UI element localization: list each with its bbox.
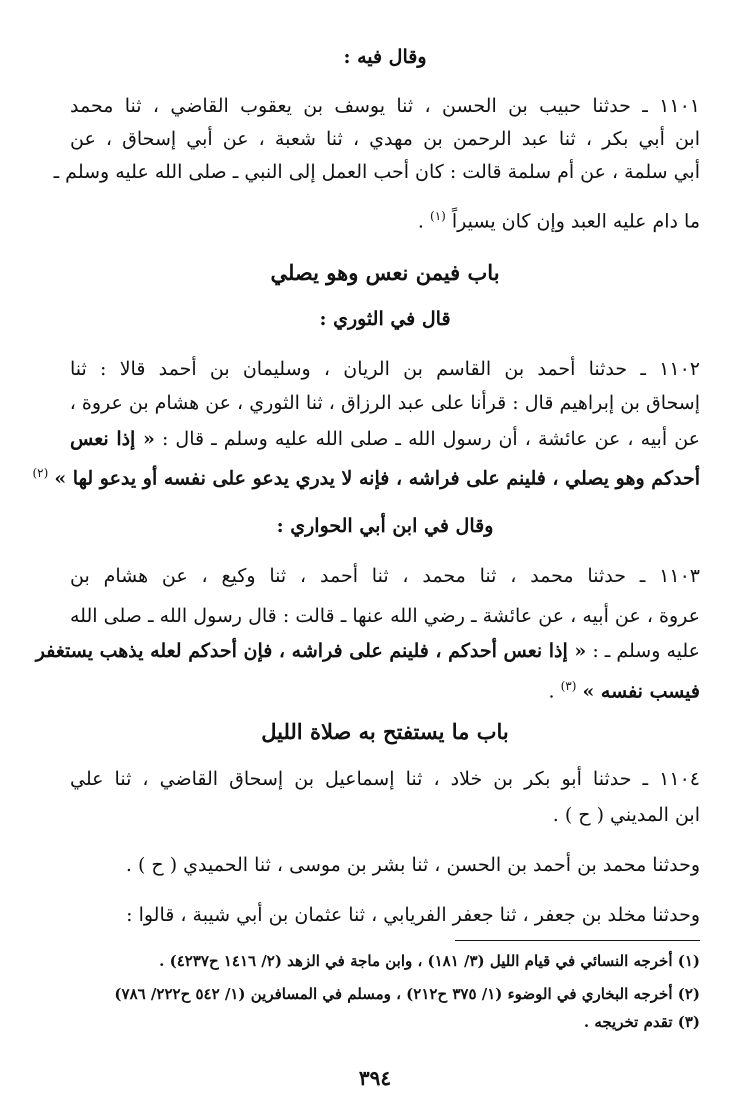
footnote-2: (٢) أخرجه البخاري في الوضوء (١/ ٣٧٥ ح٢١٢) ، ومسلم في المسافرين (١/ ٥٤٢ ح٢٢٢/ ٧٨٦)	[114, 985, 700, 1003]
footnote-ref-3: (٣)	[560, 679, 577, 693]
hadith-1101-line-1: ١١٠١ ـ حدثنا حبيب بن الحسن ، ثنا يوسف بن يعقوب القاضي ، ثنا محمد	[70, 95, 700, 117]
hadith-1103-line-4	[70, 673, 700, 704]
hadith-1102-line-1: ١١٠٢ ـ حدثنا أحمد بن القاسم بن الريان ، وسليمان بن أحمد قالا : ثنا	[70, 358, 700, 380]
hadith-1101-line-3: أبي سلمة ، عن أم سلمة قالت : كان أحب العمل إلى النبي ـ صلى الله عليه وسلم ـ	[53, 161, 700, 183]
hadith-1103-quote-start: « إذا نعس أحدكم ، فلينم على فراشه ، فإن أحدكم لعله يذهب يستغفر	[35, 640, 587, 662]
hadith-1103-period: .	[548, 680, 555, 703]
hadith-1104-line-2: ابن المديني ( ح ) .	[552, 804, 700, 826]
hadith-1102-line-2: إسحاق بن إبراهيم قال : قرأنا على عبد الرزاق ، ثنا الثوري ، عن هشام بن عروة ،	[69, 392, 700, 414]
section-heading-hawari: وقال في ابن أبي الحواري :	[276, 515, 494, 537]
hadith-1102-quote-start: « إذا نعس	[70, 428, 155, 450]
footnote-3: (٣) تقدم تخريجه .	[583, 1013, 700, 1031]
hadith-1101-text-end: ما دام عليه العبد وإن كان يسيراً	[451, 210, 700, 233]
chapter-heading-nodding-in-prayer: باب فيمن نعس وهو يصلي	[270, 260, 500, 285]
hadith-1103-line-3	[35, 638, 700, 664]
hadith-1104-line-3: وحدثنا محمد بن أحمد بن الحسن ، ثنا بشر بن موسى ، ثنا الحميدي ( ح ) .	[125, 854, 700, 876]
hadith-1102-line-3-text: عن أبيه ، عن عائشة ، أن رسول الله ـ صلى الله عليه وسلم ـ قال :	[161, 428, 700, 450]
footnote-1: (١) أخرجه النسائي في قيام الليل (٣/ ١٨١) ، وابن ماجة في الزهد (٢/ ١٤١٦ ح٤٢٣٧) .	[159, 952, 700, 970]
hadith-1102-line-3	[70, 426, 700, 452]
hadith-1104-line-4: وحدثنا مخلد بن جعفر ، ثنا جعفر الفريابي ، ثنا عثمان بن أبي شيبة ، قالوا :	[126, 904, 700, 926]
footnote-separator	[455, 940, 700, 941]
section-heading-thawri: قال في الثوري :	[319, 308, 451, 330]
hadith-1104-line-1: ١١٠٤ ـ حدثنا أبو بكر بن خلاد ، ثنا إسماعيل بن إسحاق القاضي ، ثنا علي	[70, 768, 700, 790]
hadith-1101-line-4	[70, 203, 700, 234]
hadith-1101-period: .	[417, 210, 424, 233]
chapter-heading-night-prayer-opening: باب ما يستفتح به صلاة الليل	[261, 719, 509, 744]
hadith-1103-line-1: ١١٠٣ ـ حدثنا محمد ، ثنا محمد ، ثنا أحمد ، ثنا وكيع ، عن هشام بن	[70, 565, 700, 587]
hadith-1101-line-2: ابن أبي بكر ، ثنا عبد الرحمن بن مهدي ، ثنا شعبة ، عن أبي إسحاق ، عن	[70, 128, 700, 150]
section-heading-qal-fihi: وقال فيه :	[343, 46, 427, 68]
hadith-1102-quote: أحدكم وهو يصلي ، فلينم على فراشه ، فإنه لا يدري يدعو على نفسه أو يدعو لها »	[54, 467, 700, 490]
hadith-1103-line-2: عروة ، عن أبيه ، عن عائشة ـ رضي الله عنها ـ قالت : قال رسول الله ـ صلى الله	[70, 605, 700, 627]
footnote-ref-1: (١)	[430, 209, 446, 223]
hadith-1102-line-4	[32, 460, 700, 491]
hadith-1103-line-3-text: عليه وسلم ـ :	[592, 640, 700, 662]
page-number: ٣٩٤	[358, 1066, 392, 1090]
hadith-1103-quote-end: فيسب نفسه »	[582, 680, 700, 703]
footnote-ref-2: (٢)	[32, 466, 49, 480]
